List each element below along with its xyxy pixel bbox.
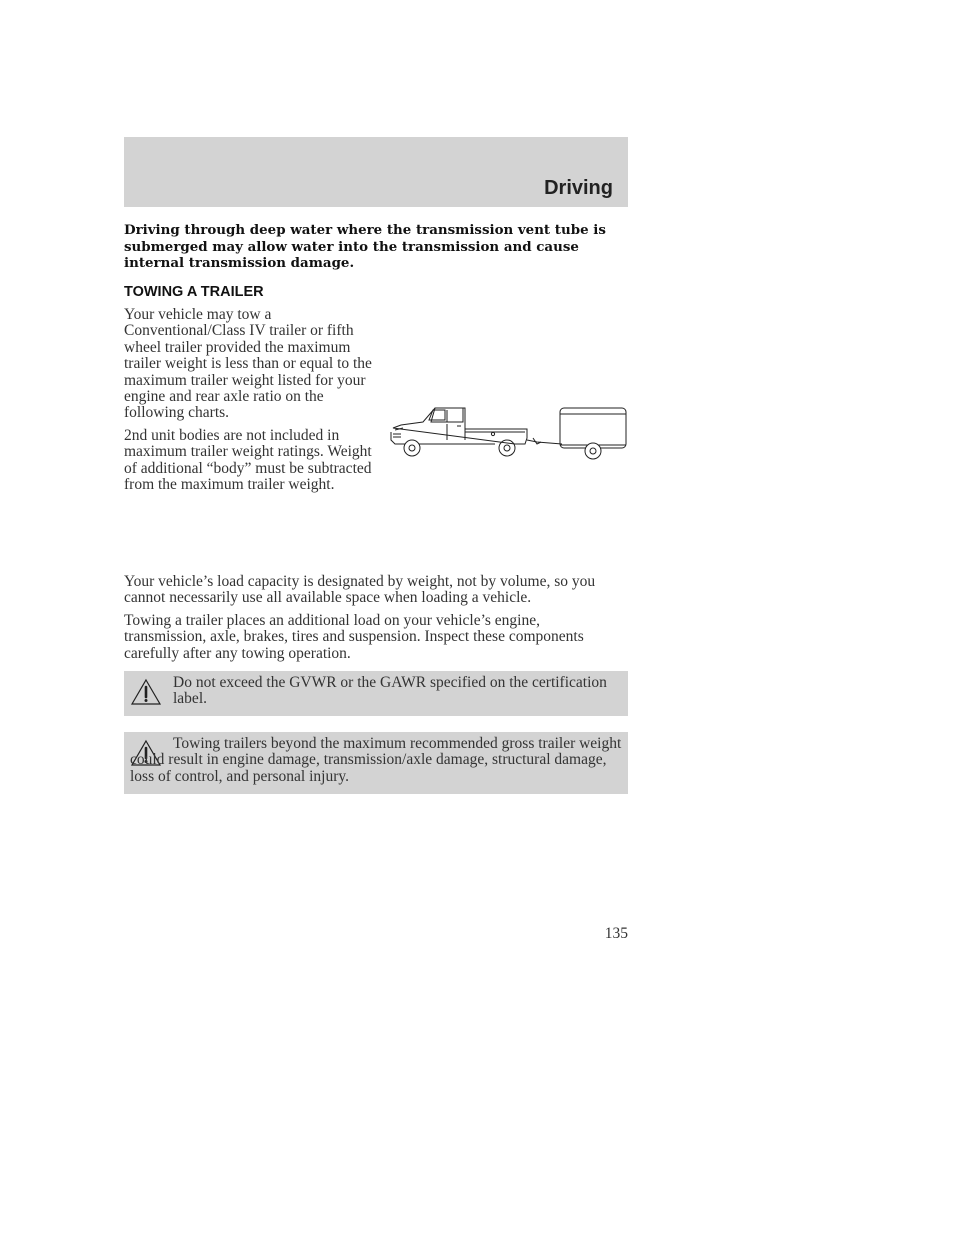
chapter-header-bar: [124, 137, 628, 207]
paragraph-trailer-capacity: Your vehicle may tow a Conventional/Class IV trailer or fifth wheel trailer provided the maximum trailer weight is less than or equal to the maximum trailer weight listed for your engine and rear axle ratio on the following charts.: [124, 306, 372, 422]
caution-text: Do not exceed the GVWR or the GAWR specified on the certification label.: [173, 674, 607, 708]
chapter-title: Driving: [544, 177, 613, 199]
caution-box-gvwr: [124, 671, 628, 716]
caution-box-trailer-weight: [124, 732, 628, 794]
deep-water-warning: Driving through deep water where the transmission vent tube is submerged may allow water into the transmission and cause internal transmission damage.: [124, 222, 606, 271]
page-number: 135: [604, 925, 628, 942]
paragraph-load-capacity: Your vehicle’s load capacity is designated by weight, not by volume, so you cannot necessarily use all available space when loading a vehicle.: [124, 573, 596, 607]
section-heading: TOWING A TRAILER: [124, 284, 264, 300]
paragraph-2nd-unit-bodies: 2nd unit bodies are not included in maximum trailer weight ratings. Weight of additional “body” must be subtracted from the maximum trailer weight.: [124, 427, 372, 494]
caution-text: Towing trailers beyond the maximum recommended gross trailer weight could result in engine damage, transmission/axle damage, structural damage, loss of control, and personal injury.: [130, 735, 622, 785]
warning-triangle-icon: [130, 678, 162, 706]
truck-towing-trailer-illustration: [387, 404, 629, 462]
paragraph-towing-load: Towing a trailer places an additional load on your vehicle’s engine, transmission, axle, brakes, tires and suspension. Inspect these components carefully after any towing operation.: [124, 612, 584, 662]
